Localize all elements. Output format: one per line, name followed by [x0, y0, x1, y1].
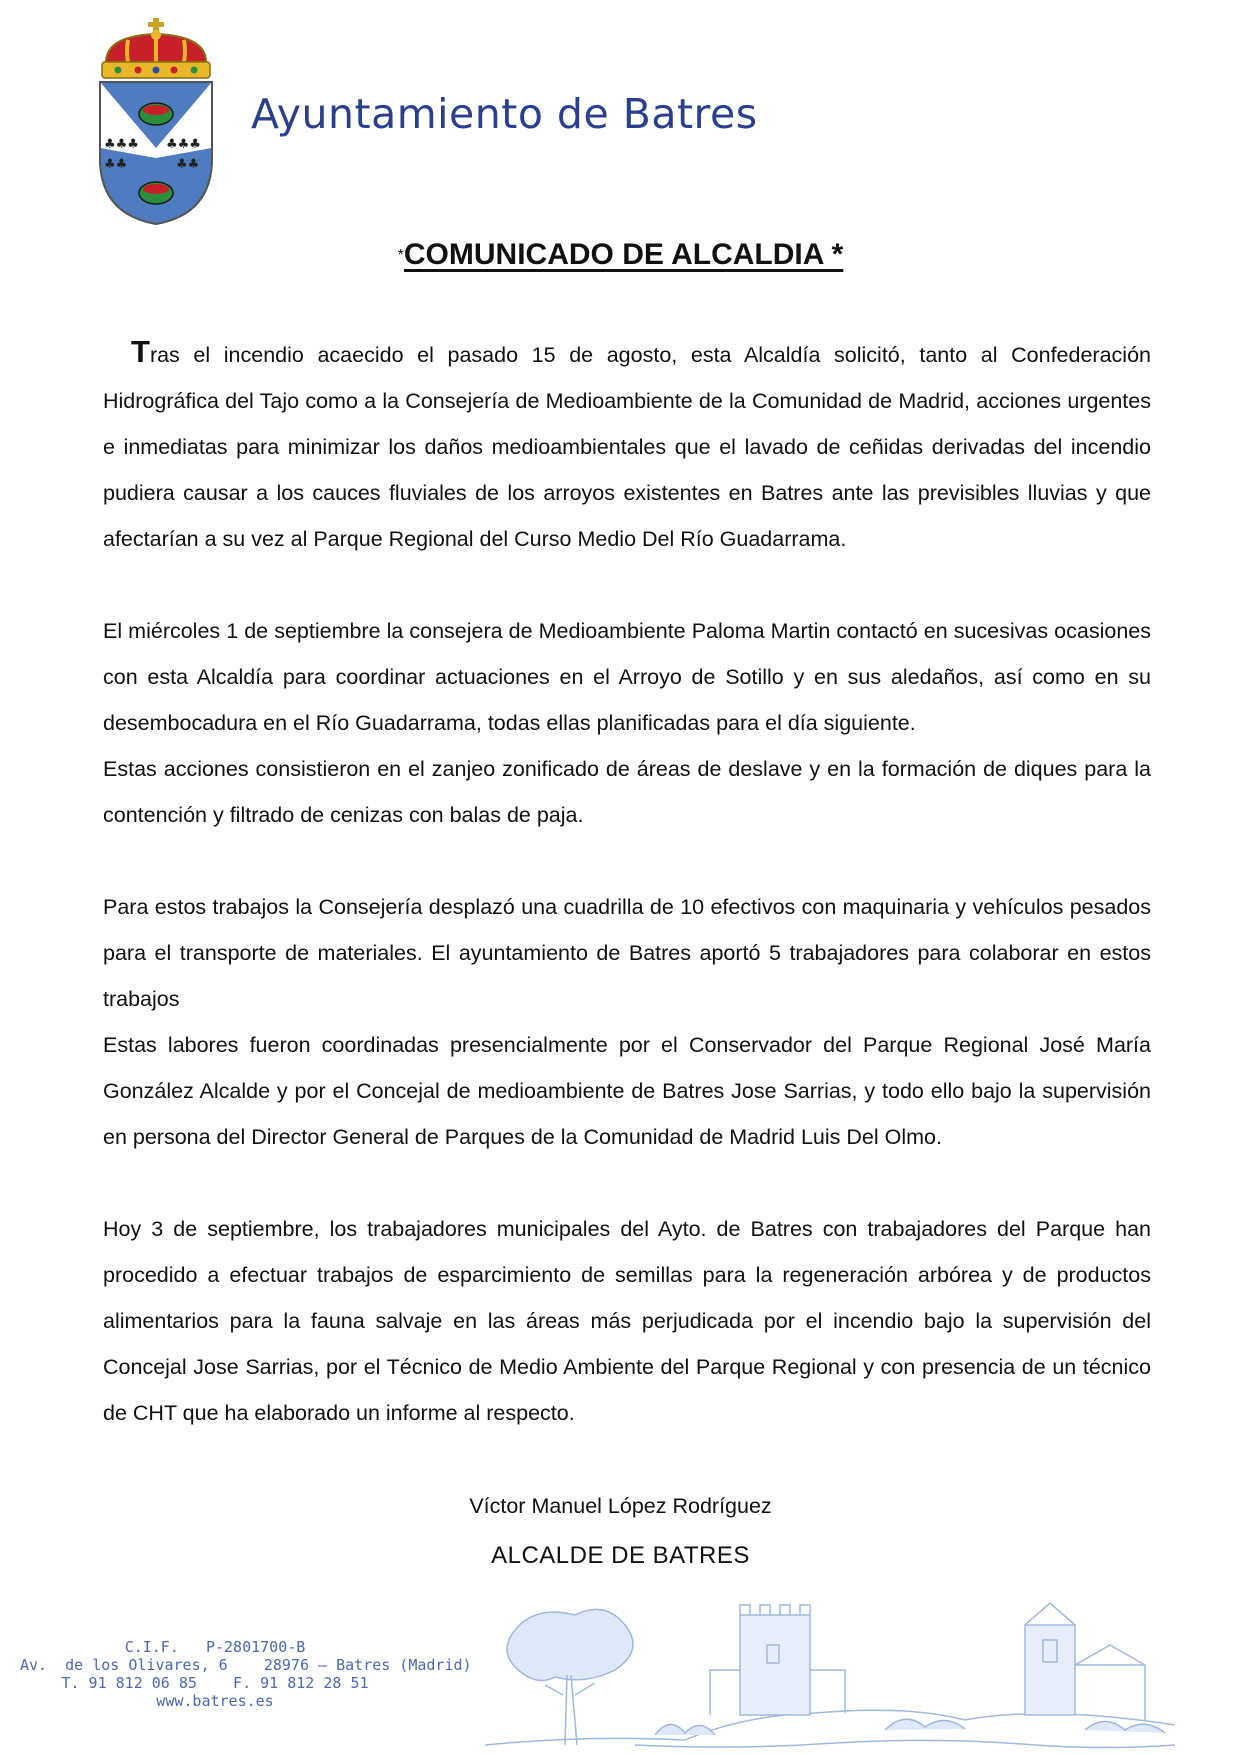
footer-phones: T. 91 812 06 85 F. 91 812 28 51	[61, 1674, 369, 1692]
paragraph-1	[103, 332, 1151, 562]
svg-text:♣♣: ♣♣	[104, 157, 128, 172]
footer-address: Av. de los Olivares, 6 28976 – Batres (Madrid)	[20, 1656, 472, 1674]
footer-website: www.batres.es	[156, 1692, 274, 1710]
footer-contact	[20, 1638, 472, 1710]
footer-cif: C.I.F. P-2801700-B	[124, 1638, 306, 1656]
drop-cap: T	[131, 334, 150, 369]
paragraph-6: Hoy 3 de septiembre, los trabajadores municipales del Ayto. de Batres con trabajadores del Parque han procedido a efectuar trabajos de esparcimiento de semillas para la regeneración arbórea y de productos alimentarios para la fauna salvaje en las áreas más perjudicada por el incendio bajo la supervisión del Concejal Jose Sarrias, por el Técnico de Medio Ambiente del Parque Regional y con presencia de un técnico de CHT que ha elaborado un informe al respecto.	[103, 1217, 1151, 1425]
signatory-title: ALCALDE DE BATRES	[491, 1542, 750, 1569]
svg-text:♣♣♣: ♣♣♣	[104, 137, 139, 152]
paragraph-3: Estas acciones consistieron en el zanjeo zonificado de áreas de deslave y en la formación de diques para la contención y filtrado de cenizas con balas de paja.	[103, 757, 1151, 827]
svg-text:♣♣♣: ♣♣♣	[166, 137, 201, 152]
organization-name: Ayuntamiento de Batres	[251, 90, 758, 138]
town-landscape-illustration	[485, 1595, 1175, 1755]
paragraph-2: El miércoles 1 de septiembre la consejera de Medioambiente Paloma Martin contactó en sucesivas ocasiones con esta Alcaldía para coordinar actuaciones en el Arroyo de Sotillo y en sus aledaños, así como en su desembocadura en el Río Guadarrama, todas ellas planificadas para el día siguiente.	[103, 619, 1151, 735]
coat-of-arms-icon	[96, 18, 216, 228]
paragraph-5: Estas labores fueron coordinadas presencialmente por el Conservador del Parque Regional José María González Alcalde y por el Concejal de medioambiente de Batres Jose Sarrias, y todo ello bajo la supervisión en persona del Director General de Parques de la Comunidad de Madrid Luis Del Olmo.	[103, 1033, 1151, 1149]
title-main: COMUNICADO DE ALCALDIA *	[403, 238, 844, 271]
document-body	[103, 332, 1151, 1436]
title-prefix: *	[397, 247, 404, 264]
document-title	[0, 238, 1241, 272]
paragraph-4: Para estos trabajos la Consejería desplazó una cuadrilla de 10 efectivos con maquinaria y vehículos pesados para el transporte de materiales. El ayuntamiento de Batres aportó 5 trabajadores para colaborar en estos trabajos	[103, 895, 1151, 1011]
signatory-name: Víctor Manuel López Rodríguez	[469, 1494, 772, 1518]
paragraph-1-text: ras el incendio acaecido el pasado 15 de agosto, esta Alcaldía solicitó, tanto al Confederación Hidrográfica del Tajo como a la Consejería de Medioambiente de la Comunidad de Madrid, acciones urgentes e inmediatas para minimizar los daños medioambientales que el lavado de ceñidas derivadas del incendio pudiera causar a los cauces fluviales de los arroyos existentes en Batres ante las previsibles lluvias y que afectarían a su vez al Parque Regional del Curso Medio Del Río Guadarrama.	[103, 343, 1151, 551]
svg-text:♣♣: ♣♣	[176, 157, 200, 172]
